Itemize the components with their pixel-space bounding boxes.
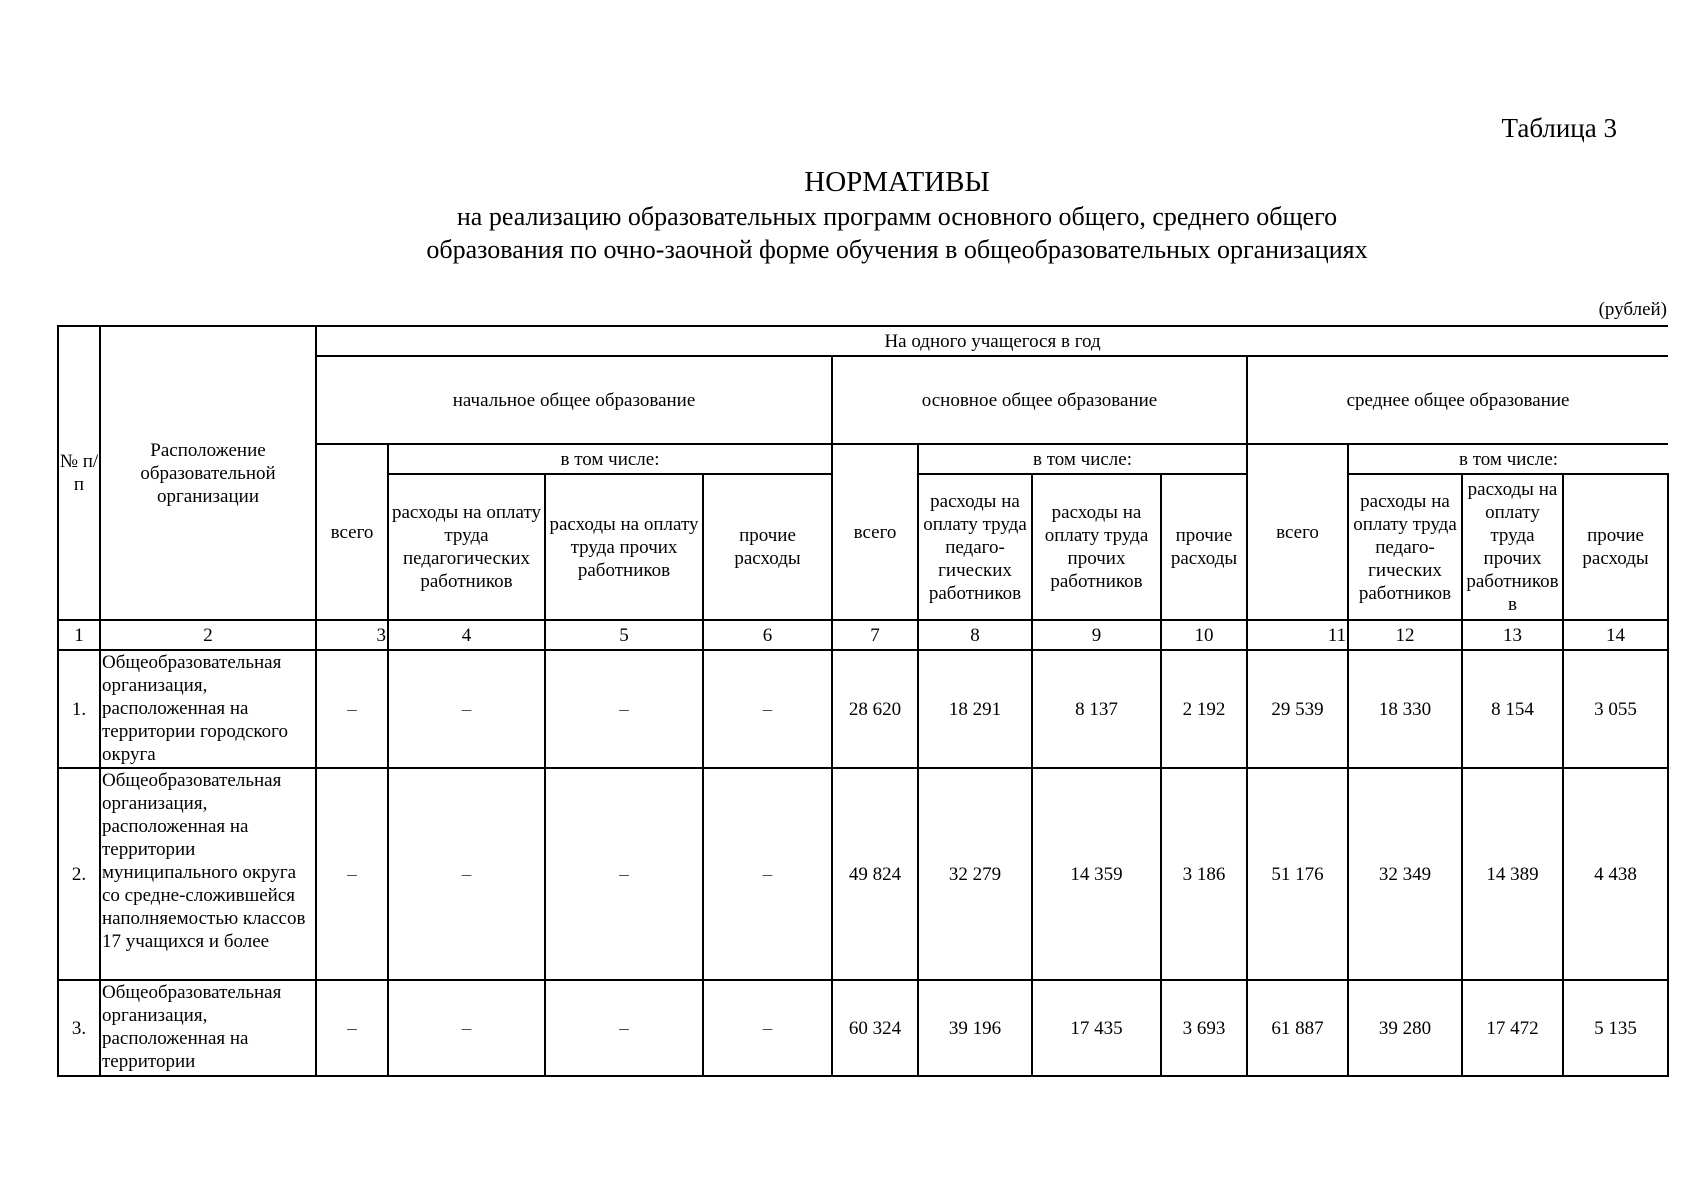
cell-value: – <box>388 980 545 1076</box>
column-number: 14 <box>1563 620 1668 650</box>
cell-value: – <box>545 768 703 980</box>
header-basic-other-costs: прочие расходы <box>1161 474 1247 620</box>
header-total-secondary: всего <box>1247 444 1348 620</box>
title-block <box>0 164 1697 266</box>
cell-value: 18 330 <box>1348 650 1462 768</box>
cell-value: 3 693 <box>1161 980 1247 1076</box>
header-total-primary: всего <box>316 444 388 620</box>
cell-value: 14 389 <box>1462 768 1563 980</box>
cell-value: 39 196 <box>918 980 1032 1076</box>
header-per-student: На одного учащегося в год <box>316 326 1668 356</box>
cell-value: 17 472 <box>1462 980 1563 1076</box>
header-including-secondary: в том числе: <box>1348 444 1668 474</box>
document-title: НОРМАТИВЫ <box>804 166 990 198</box>
cell-value: 8 137 <box>1032 650 1161 768</box>
row-number: 1. <box>58 650 100 768</box>
cell-value: 8 154 <box>1462 650 1563 768</box>
column-number: 4 <box>388 620 545 650</box>
row-location: Общеобразовательная организация, расположенная на территории <box>100 980 316 1076</box>
column-number: 6 <box>703 620 832 650</box>
header-group-primary: начальное общее образование <box>316 356 832 444</box>
cell-value: 51 176 <box>1247 768 1348 980</box>
cell-value: 17 435 <box>1032 980 1161 1076</box>
header-secondary-other-pay: расходы на оплату труда прочих работников в <box>1462 474 1563 620</box>
row-number: 3. <box>58 980 100 1076</box>
column-number: 10 <box>1161 620 1247 650</box>
header-basic-teacher-pay: расходы на оплату труда педаго-гических работников <box>918 474 1032 620</box>
column-number: 5 <box>545 620 703 650</box>
cell-value: – <box>388 650 545 768</box>
document-subtitle-line-1: на реализацию образовательных программ основного общего, среднего общего <box>456 202 1338 231</box>
table-row <box>58 768 1668 980</box>
unit-note: (рублей) <box>1598 299 1667 320</box>
cell-value: 32 279 <box>918 768 1032 980</box>
header-including-primary: в том числе: <box>388 444 832 474</box>
column-number: 2 <box>100 620 316 650</box>
header-primary-other-pay: расходы на оплату труда прочих работников <box>545 474 703 620</box>
cell-value: 61 887 <box>1247 980 1348 1076</box>
cell-value: – <box>703 980 832 1076</box>
row-location: Общеобразовательная организация, расположенная на территории городского округа <box>100 650 316 768</box>
cell-value: – <box>703 768 832 980</box>
cell-value: – <box>316 650 388 768</box>
header-group-secondary: среднее общее образование <box>1247 356 1668 444</box>
column-number: 12 <box>1348 620 1462 650</box>
cell-value: 49 824 <box>832 768 918 980</box>
header-including-basic: в том числе: <box>918 444 1247 474</box>
header-num: № п/п <box>58 326 100 620</box>
cell-value: 3 055 <box>1563 650 1668 768</box>
cell-value: 28 620 <box>832 650 918 768</box>
column-number: 3 <box>316 620 388 650</box>
document-subtitle-line-2: образования по очно-заочной форме обучения в общеобразовательных организациях <box>426 235 1368 264</box>
column-number: 13 <box>1462 620 1563 650</box>
header-total-basic: всего <box>832 444 918 620</box>
cell-value: 29 539 <box>1247 650 1348 768</box>
header-row-1 <box>58 326 1668 356</box>
cell-value: 2 192 <box>1161 650 1247 768</box>
cell-value: 32 349 <box>1348 768 1462 980</box>
table-label: Таблица 3 <box>1501 113 1617 143</box>
column-number-row <box>58 620 1668 650</box>
cell-value: 14 359 <box>1032 768 1161 980</box>
column-number: 11 <box>1247 620 1348 650</box>
cell-value: – <box>388 768 545 980</box>
cell-value: 5 135 <box>1563 980 1668 1076</box>
cell-value: 3 186 <box>1161 768 1247 980</box>
column-number: 8 <box>918 620 1032 650</box>
header-secondary-teacher-pay: расходы на оплату труда педаго-гических работников <box>1348 474 1462 620</box>
cell-value: – <box>316 768 388 980</box>
table-row <box>58 980 1668 1076</box>
column-number: 1 <box>58 620 100 650</box>
header-secondary-other-costs: прочие расходы <box>1563 474 1668 620</box>
header-group-basic: основное общее образование <box>832 356 1247 444</box>
column-number: 9 <box>1032 620 1161 650</box>
header-primary-other-costs: прочие расходы <box>703 474 832 620</box>
norms-table <box>57 325 1669 1077</box>
cell-value: 39 280 <box>1348 980 1462 1076</box>
row-number: 2. <box>58 768 100 980</box>
cell-value: – <box>703 650 832 768</box>
cell-value: – <box>545 650 703 768</box>
cell-value: 18 291 <box>918 650 1032 768</box>
table-row <box>58 650 1668 768</box>
cell-value: 60 324 <box>832 980 918 1076</box>
header-basic-other-pay: расходы на оплату труда прочих работников <box>1032 474 1161 620</box>
cell-value: – <box>316 980 388 1076</box>
cell-value: 4 438 <box>1563 768 1668 980</box>
header-location: Расположение образовательной организации <box>100 326 316 620</box>
row-location: Общеобразовательная организация, расположенная на территории муниципального округа со средне-сложившейся наполняемостью классов 17 учащихся и более <box>100 768 316 980</box>
column-number: 7 <box>832 620 918 650</box>
cell-value: – <box>545 980 703 1076</box>
header-primary-teacher-pay: расходы на оплату труда педагогических работников <box>388 474 545 620</box>
